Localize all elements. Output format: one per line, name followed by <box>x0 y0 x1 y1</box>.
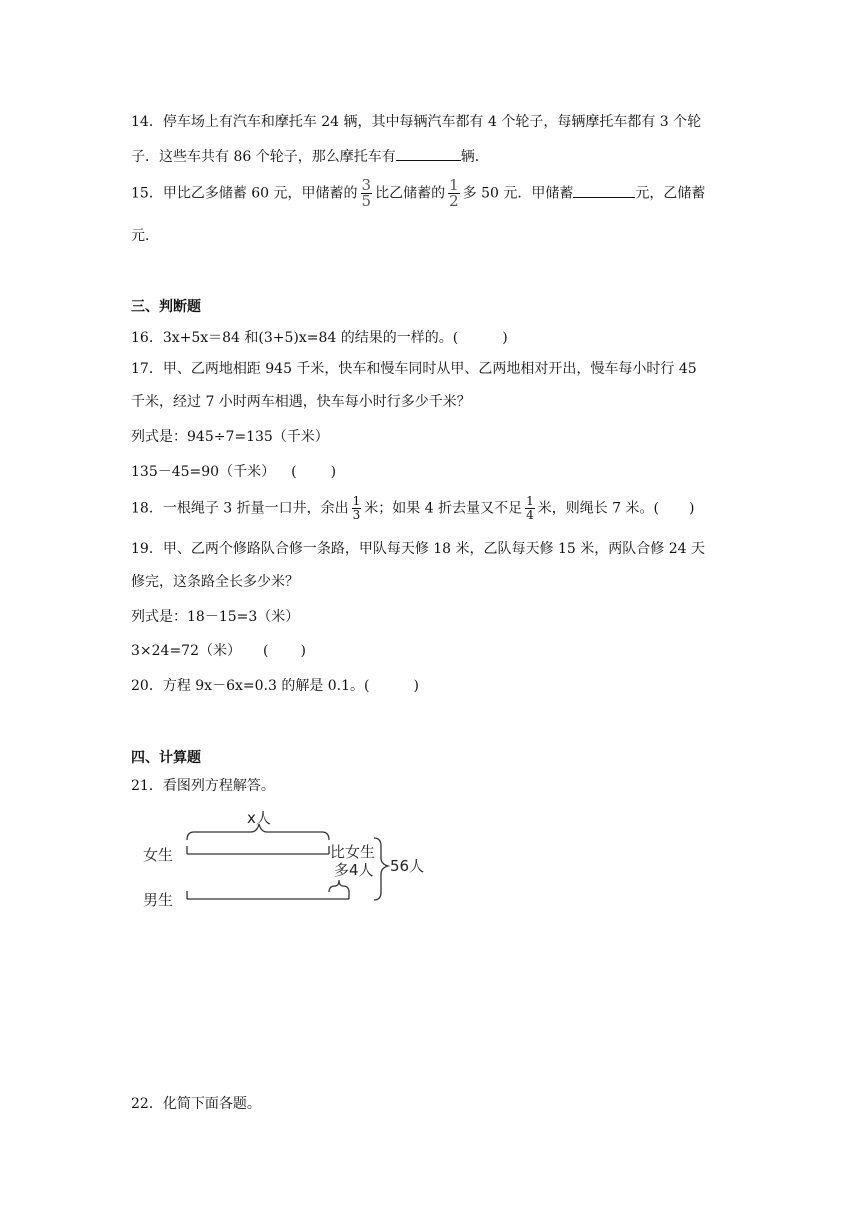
label-x-people: x人 <box>247 809 271 827</box>
q19-line3: 列式是：18－15=3（米） <box>131 609 300 625</box>
q17-line3: 列式是：945÷7=135（千米） <box>131 429 329 445</box>
q17-line1: 17．甲、乙两地相距 945 千米，快车和慢车同时从甲、乙两地相对开出，慢车每小时行 45 <box>131 361 697 377</box>
q15-line1: 15．甲比乙多储蓄 60 元，甲储蓄的 $\frac{3}{5}$ 比乙储蓄的 $\frac{1}{2}$ 多 50 元．甲储蓄 元，乙储蓄 <box>131 176 706 210</box>
section-title-calculation: 四、计算题 <box>131 750 201 766</box>
label-more-than-girls: 比女生 <box>330 843 376 861</box>
q17-line2: 千米，经过 7 小时两车相遇，快车每小时行多少千米？ <box>131 394 471 410</box>
fraction-1-4: $\frac{1}{4}$ <box>526 494 534 522</box>
label-girls: 女生 <box>143 846 174 864</box>
fraction-1-3: $\frac{1}{3}$ <box>352 494 361 522</box>
q14-line1: 14．停车场上有汽车和摩托车 24 辆，其中每辆汽车都有 4 个轮子，每辆摩托车都有 3 个轮 <box>131 114 702 130</box>
label-boys: 男生 <box>143 891 174 909</box>
label-total: 56人 <box>390 857 425 875</box>
line-segment-diagram <box>130 806 440 914</box>
q18: 18．一根绳子 3 折量一口井，余出 $\frac{1}{3}$ 米；如果 4 折去量又不足 $\frac{1}{4}$ 米，则绳长 7 米。( ) <box>131 494 695 522</box>
section-title-judgement: 三、判断题 <box>131 299 201 315</box>
q22-text: 22．化简下面各题。 <box>131 1096 261 1112</box>
q19-line2: 修完，这条路全长多少米？ <box>131 574 299 590</box>
q16: 16．3x+5x＝84 和(3+5)x=84 的结果的一样的。( ) <box>131 330 508 346</box>
answer-blank[interactable] <box>573 185 635 198</box>
q17-line4: 135－45=90（千米） ( ) <box>131 464 337 480</box>
q15-line2: 元． <box>131 228 159 244</box>
brace-extra <box>329 880 349 892</box>
label-four-more: 多4人 <box>334 861 374 879</box>
fraction-1-2: $\frac{1}{2}$ <box>449 176 459 210</box>
brace-total <box>374 838 388 900</box>
q19-line4: 3×24=72（米） ( ) <box>131 643 306 659</box>
q21-text: 21．看图列方程解答。 <box>131 778 275 794</box>
fraction-3-5: $\frac{3}{5}$ <box>361 176 372 210</box>
q14-line2: 子．这些车共有 86 个轮子，那么摩托车有 辆． <box>131 149 489 165</box>
q19-line1: 19．甲、乙两个修路队合修一条路，甲队每天修 18 米，乙队每天修 15 米，两队合修 24 天 <box>131 541 705 557</box>
q20: 20．方程 9x－6x=0.3 的解是 0.1。( ) <box>131 678 419 694</box>
answer-blank[interactable] <box>396 148 461 161</box>
